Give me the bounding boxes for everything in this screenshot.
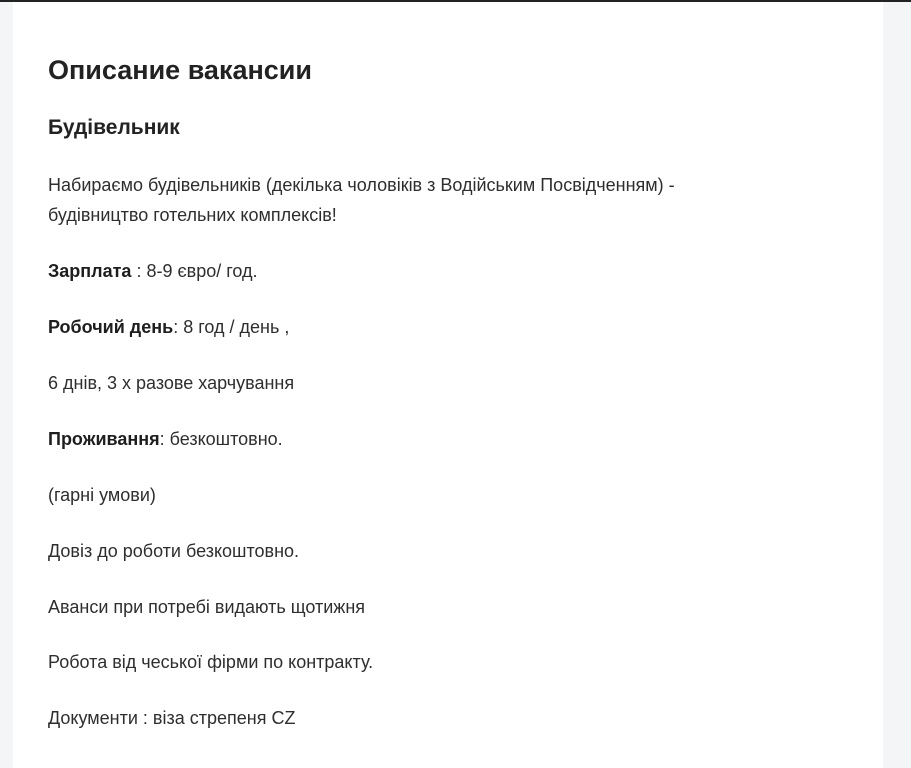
intro-line-1: Набираємо будівельників (декілька чоловіків з Водійським Посвідченням) - [48,175,675,195]
employer-line: Робота від чеської фірми по контракту. [48,652,374,672]
intro-paragraph [48,170,675,230]
housing-value: : безкоштовно. [159,429,283,449]
workday-line [48,312,289,342]
vacancy-description-card [13,2,883,768]
salary-label: Зарплата [48,261,132,281]
workday-label: Робочий день [48,317,174,337]
salary-line [48,256,258,286]
days-meals-line: 6 днів, 3 х разове харчування [48,373,295,393]
salary-value: : 8-9 євро/ год. [131,261,258,281]
documents-line: Документи : віза стрепеня CZ [48,708,296,728]
transport-line: Довіз до роботи безкоштовно. [48,541,300,561]
intro-line-2: будівництво готельних комплексів! [48,205,337,225]
workday-value: : 8 год / день , [173,317,290,337]
advances-line: Аванси при потребі видають щотижня [48,597,366,617]
conditions-line: (гарні умови) [48,485,156,505]
housing-label: Проживання [48,429,160,449]
page-title: Описание вакансии [48,55,313,85]
housing-line [48,424,283,454]
job-title: Будівельник [48,116,180,139]
